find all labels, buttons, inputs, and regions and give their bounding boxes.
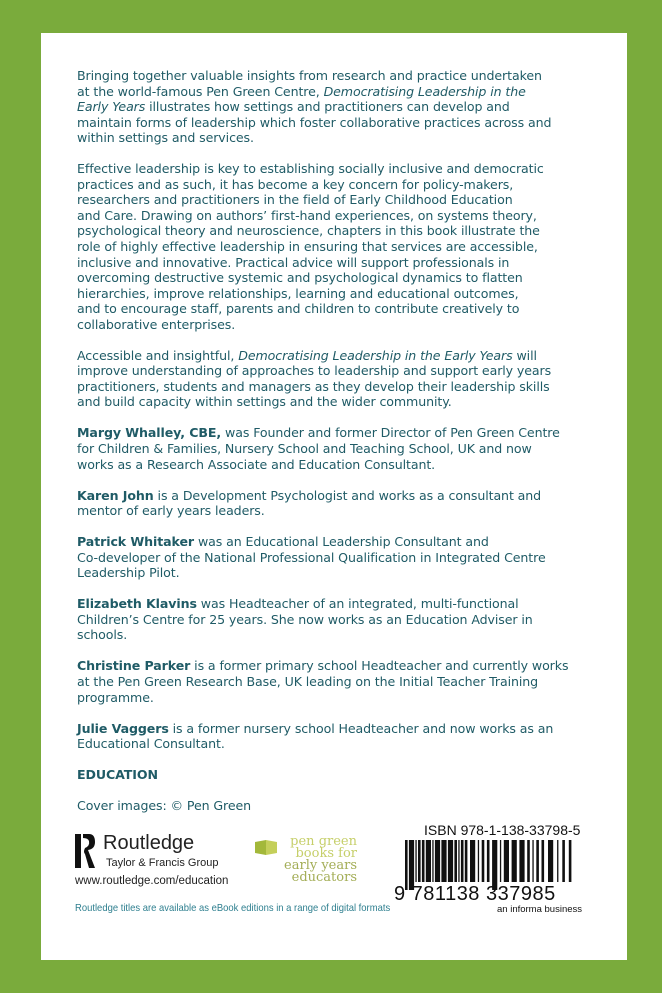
text-segment: maintain forms of leadership which foster collaborative practices across and [77, 114, 552, 130]
text-segment: was Founder and former Director of Pen Green Centre [221, 425, 560, 441]
text-segment: psychological theory and neuroscience, chapters in this book illustrate the [77, 223, 540, 239]
text-segment: Accessible and insightful, [77, 347, 239, 363]
text-segment: collaborative enterprises. [77, 316, 236, 332]
text-segment: illustrates how settings and practitioners can develop and [145, 99, 510, 115]
barcode-bar [435, 840, 440, 882]
series-logo-line: pen green [290, 834, 357, 849]
text-segment: Effective leadership is key to establishing socially inclusive and democratic [77, 161, 544, 177]
text-line [77, 161, 637, 177]
text-segment: Educational Consultant. [77, 736, 225, 752]
barcode-bar [448, 840, 453, 882]
routledge-r-icon [75, 834, 95, 868]
text-line [77, 658, 637, 674]
barcode-bar [426, 840, 431, 882]
text-line [77, 130, 637, 146]
text-line [77, 192, 637, 208]
text-line [77, 379, 637, 395]
text-segment: Children’s Centre for 25 years. She now works as an Education Adviser in [77, 611, 533, 627]
bold-text: Elizabeth Klavins [77, 596, 197, 612]
series-logo-line: educators [291, 870, 357, 885]
cover-credit [77, 798, 637, 814]
series-logo-line: early years [284, 858, 357, 873]
text-line [77, 767, 637, 783]
text-line [77, 239, 637, 255]
text-segment: practitioners, students and managers as they develop their leadership skills [77, 378, 550, 394]
text-line [77, 99, 637, 115]
text-line [77, 596, 637, 612]
text-line [77, 115, 637, 131]
text-line [77, 425, 637, 441]
bold-text: Julie Vaggers [77, 720, 169, 736]
text-line [77, 565, 637, 581]
text-segment: and build capacity within settings and the wider community. [77, 394, 452, 410]
barcode-bar [482, 840, 485, 882]
blurb-intro [77, 68, 637, 146]
text-line [77, 84, 637, 100]
blurb-body [77, 161, 637, 332]
author-bio-elizabeth-klavins [77, 596, 637, 643]
barcode-bar [542, 840, 545, 882]
bold-text: Karen John [77, 487, 154, 503]
text-line [77, 503, 637, 519]
author-bio-christine-parker [77, 658, 637, 705]
text-line [77, 550, 637, 566]
publisher-name: Routledge [103, 832, 195, 854]
text-line [77, 177, 637, 193]
barcode-bar [500, 840, 501, 882]
text-line [77, 223, 637, 239]
text-segment: works as a Research Associate and Education Consultant. [77, 456, 436, 472]
barcode-bar [422, 840, 425, 882]
text-segment: was Headteacher of an integrated, multi-functional [196, 596, 519, 612]
text-line [77, 68, 637, 84]
text-segment: is a Development Psychologist and works as a consultant and [153, 487, 542, 503]
barcode-bar [470, 840, 475, 882]
text-segment: will [512, 347, 537, 363]
text-segment: inclusive and innovative. Practical advice will support professionals in [77, 254, 510, 270]
text-line [77, 270, 637, 286]
barcode-bar [527, 840, 530, 882]
text-segment: practices and as such, it has become a key concern for policy-makers, [77, 176, 514, 192]
text-line [77, 301, 637, 317]
text-segment: researchers and practitioners in the field of Early Childhood Education [77, 192, 513, 208]
series-logo-line: books for [295, 846, 357, 861]
bold-text: Patrick Whitaker [77, 534, 195, 550]
back-cover-text [77, 68, 637, 829]
text-line [77, 690, 637, 706]
text-line [77, 286, 637, 302]
text-line [77, 348, 637, 364]
pen-green-series-logo [243, 836, 363, 892]
text-line [77, 534, 637, 550]
barcode-bar [458, 840, 459, 882]
text-line [77, 208, 637, 224]
text-segment: hierarchies, improve relationships, learning and educational outcomes, [77, 285, 519, 301]
barcode-bar [548, 840, 553, 882]
barcode-bar [512, 840, 517, 882]
barcode-bar [454, 840, 457, 882]
text-segment: Bringing together valuable insights from research and practice undertaken [77, 68, 542, 83]
text-line [77, 721, 637, 737]
bold-text: EDUCATION [77, 767, 158, 783]
text-line [77, 255, 637, 271]
text-segment: is a former nursery school Headteacher and now works as an [168, 720, 554, 736]
barcode-bar [557, 840, 558, 882]
italic-title: Democratising Leadership in the [323, 83, 526, 99]
subject-category [77, 767, 637, 783]
text-segment: for Children & Families, Nursery School and Teaching School, UK and now [77, 440, 532, 456]
isbn-label: ISBN 978-1-138-33798-5 [424, 822, 581, 838]
text-segment: Co-developer of the National Professional Qualification in Integrated Centre [77, 549, 546, 565]
publisher-url[interactable]: www.routledge.com/education [75, 875, 229, 887]
text-line [77, 363, 637, 379]
text-segment: at the Pen Green Research Base, UK leading on the Initial Teacher Training [77, 674, 539, 689]
text-segment: Cover images: © Pen Green [77, 798, 252, 814]
barcode-bar [461, 840, 464, 882]
barcode-bar [465, 840, 468, 882]
barcode-bar [504, 840, 509, 882]
text-line [77, 674, 637, 690]
text-line [77, 736, 637, 752]
italic-title: Early Years [77, 99, 146, 115]
text-segment: overcoming destructive systemic and psychological dynamics to flatten [77, 270, 523, 286]
barcode-bar [478, 840, 479, 882]
barcode-bar [441, 840, 446, 882]
author-bio-patrick-whitaker [77, 534, 637, 581]
text-line [77, 441, 637, 457]
ebook-notice: Routledge titles are available as eBook editions in a range of digital formats [75, 902, 391, 914]
barcode-bar [432, 840, 433, 882]
bold-text: Margy Whalley, CBE, [77, 425, 222, 441]
text-line [77, 798, 637, 814]
text-line [77, 612, 637, 628]
text-segment: within settings and services. [77, 130, 254, 146]
text-segment: mentor of early years leaders. [77, 503, 265, 519]
barcode-digits: 9 781138 337985 [394, 883, 556, 905]
text-segment: was an Educational Leadership Consultant and [194, 534, 489, 550]
barcode-bar [519, 840, 524, 882]
barcode-bar [418, 840, 421, 882]
text-line [77, 457, 637, 473]
text-segment: improve understanding of approaches to leadership and support early years [77, 363, 552, 379]
text-segment: at the world-famous Pen Green Centre, [77, 83, 324, 99]
publisher-group: Taylor & Francis Group [106, 857, 219, 869]
author-bio-karen-john [77, 488, 637, 519]
text-segment: schools. [77, 627, 128, 643]
text-segment: and Care. Drawing on authors’ first-hand experiences, on systems theory, [77, 207, 537, 223]
text-segment: is a former primary school Headteacher and currently works [190, 658, 569, 674]
barcode-bar [562, 840, 565, 882]
author-bio-margy-whalley [77, 425, 637, 472]
italic-title: Democratising Leadership in the Early Years [238, 347, 513, 363]
text-line [77, 627, 637, 643]
barcode-bar [487, 840, 490, 882]
text-segment: and to encourage staff, parents and children to contribute creatively to [77, 301, 520, 317]
text-line [77, 317, 637, 333]
text-segment: role of highly effective leadership in ensuring that services are accessible, [77, 238, 538, 254]
informa-tagline: an informa business [497, 904, 583, 915]
author-bio-julie-vaggers [77, 721, 637, 752]
text-segment: Leadership Pilot. [77, 565, 180, 581]
barcode-bar [569, 840, 572, 882]
barcode-bar [536, 840, 539, 882]
barcode-bar [415, 840, 416, 882]
text-segment: programme. [77, 689, 154, 705]
blurb-summary [77, 348, 637, 410]
text-line [77, 488, 637, 504]
barcode-bar [532, 840, 533, 882]
bold-text: Christine Parker [77, 658, 191, 674]
text-line [77, 394, 637, 410]
